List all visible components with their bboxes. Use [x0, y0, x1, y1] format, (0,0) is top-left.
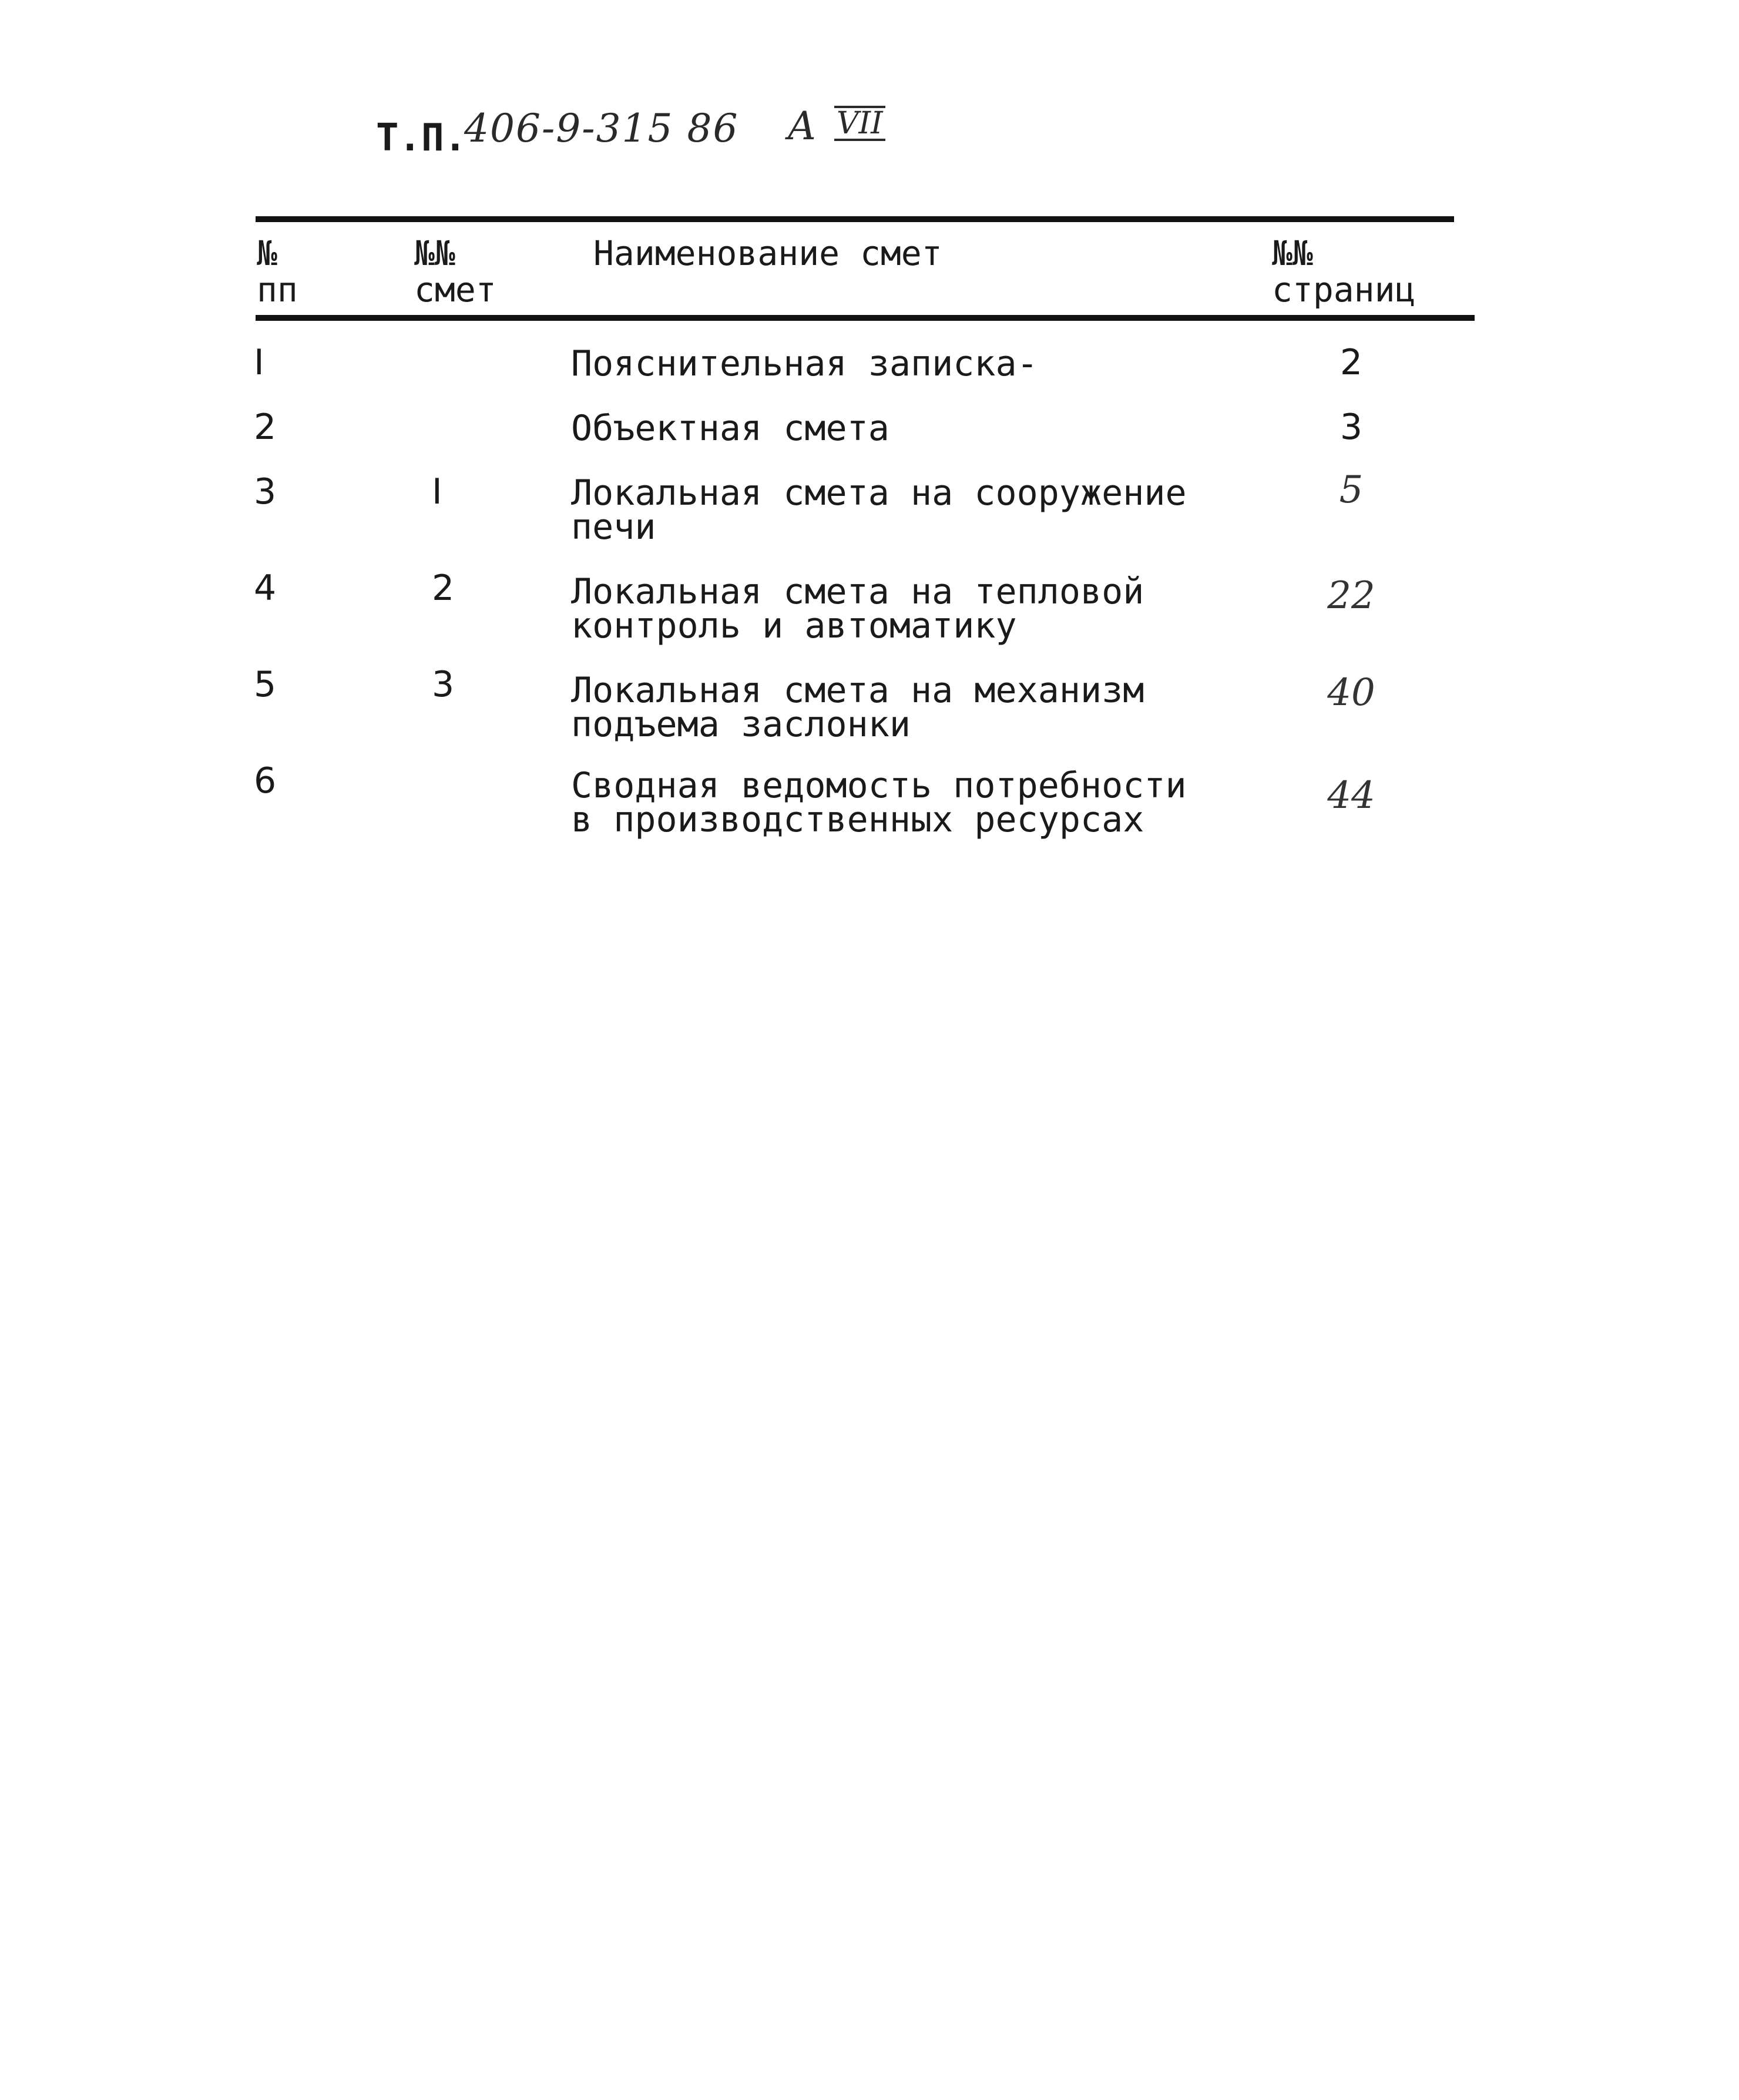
row-page: 2	[1340, 342, 1363, 383]
row-page: 40	[1327, 671, 1375, 714]
row-num: 2	[254, 407, 277, 448]
row-name	[571, 765, 1217, 840]
column-header-smet	[414, 235, 496, 308]
row-page: 22	[1327, 574, 1375, 618]
row-smet: 2	[432, 568, 455, 609]
column-header-name: Наименование смет	[593, 233, 942, 273]
column-header-smet-line1: №№	[414, 233, 455, 273]
row-name	[571, 408, 1217, 449]
row-name-line: в производственных ресурсах	[571, 799, 1144, 840]
row-num: 4	[254, 568, 277, 609]
row-name	[571, 472, 1217, 548]
row-smet: 3	[432, 664, 455, 705]
row-num: 3	[254, 471, 277, 512]
column-header-pages-line1: №№	[1272, 233, 1313, 273]
row-page: 5	[1339, 468, 1364, 512]
column-header-pages-line2: страниц	[1272, 270, 1416, 310]
row-name	[571, 343, 1217, 384]
row-num: I	[254, 342, 264, 383]
column-header-smet-line2: смет	[414, 270, 496, 310]
album-number: VII	[834, 106, 885, 141]
project-code: 406-9-315 86	[464, 106, 739, 151]
row-name	[571, 571, 1217, 646]
album-letter: А	[787, 103, 817, 149]
column-header-num	[257, 235, 298, 308]
column-header-num-line1: №	[257, 233, 277, 273]
row-num: 5	[254, 664, 277, 705]
row-name-line: Локальная смета на механизм	[571, 670, 1144, 711]
table-header-rule	[256, 315, 1475, 321]
column-header-pages	[1272, 235, 1415, 308]
row-name	[571, 670, 1217, 745]
row-name-line: Сводная ведомость потребности	[571, 765, 1187, 806]
row-name-line: Локальная смета на сооружение	[571, 472, 1187, 514]
row-name-line: Пояснительная записка-	[571, 343, 1038, 384]
row-name-line: контроль и автоматику	[571, 605, 1017, 646]
row-num: 6	[254, 760, 277, 801]
row-page: 3	[1340, 407, 1363, 448]
row-name-line: печи	[571, 506, 656, 548]
row-name-line: подъема заслонки	[571, 704, 911, 745]
row-name-line: Объектная смета	[571, 408, 889, 449]
row-smet: I	[432, 471, 442, 512]
row-name-line: Локальная смета на тепловой	[571, 571, 1144, 612]
column-header-num-line2: пп	[257, 270, 298, 310]
row-page: 44	[1327, 774, 1375, 817]
table-top-rule	[256, 216, 1454, 222]
header-prefix: Т.П.	[376, 116, 467, 160]
